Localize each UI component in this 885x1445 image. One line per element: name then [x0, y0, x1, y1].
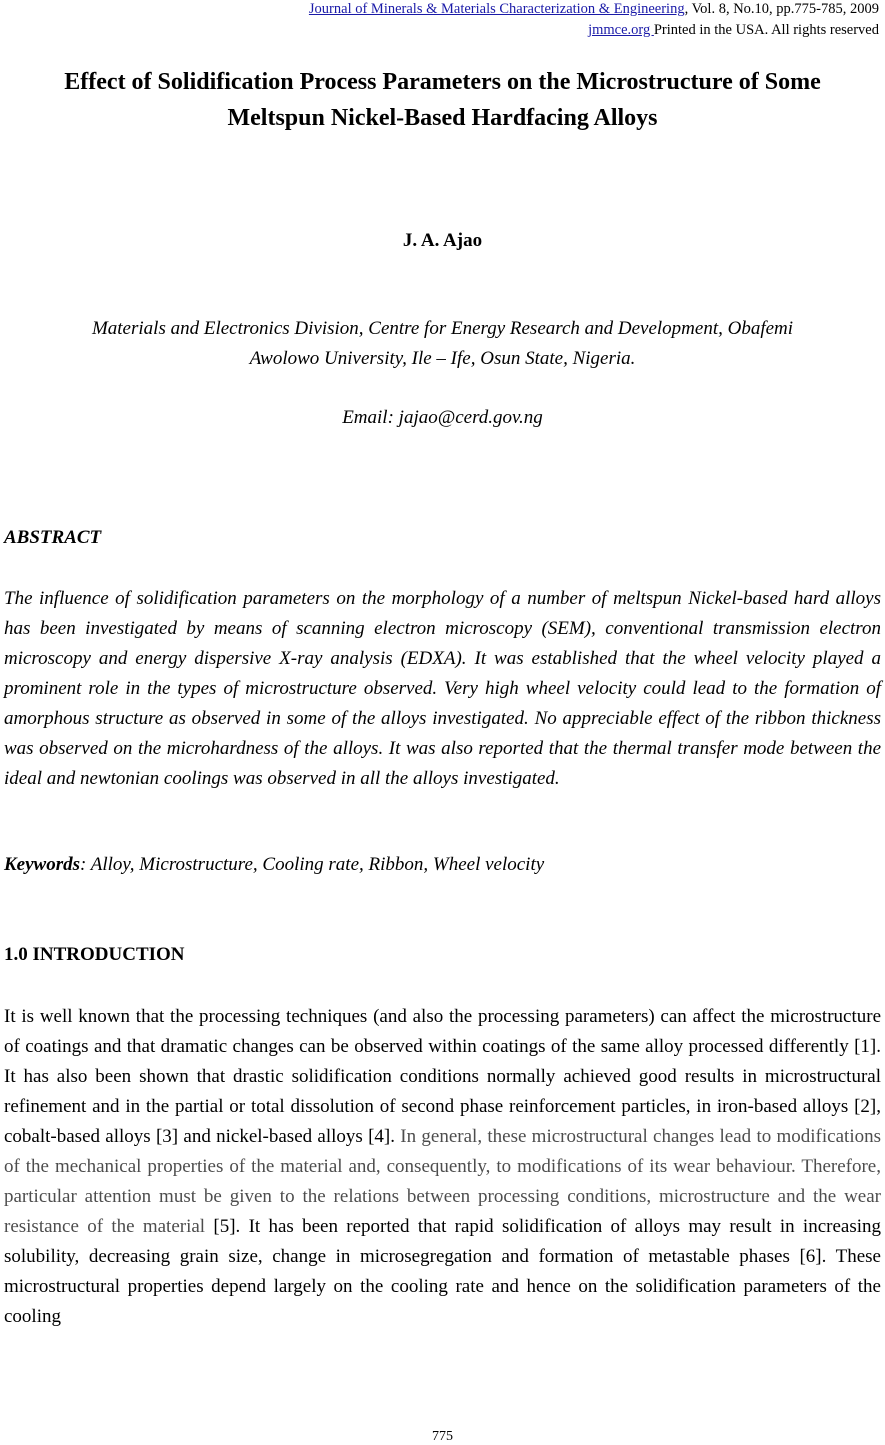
affiliation [0, 314, 885, 374]
paper-title [0, 64, 885, 136]
intro-text-part-3: [5]. It has been reported that rapid solidification of alloys may result in increasing solubility, decreasing grain size, change in microsegregation and formation of metastable phases [6]. These microstructural properties depend largely on the cooling rate and hence on the solidification parameters of the cooling [4, 1216, 881, 1327]
intro-text-part-1: It is well known that the processing techniques (and also the processing parameters) can affect the microstructure of coatings and that dramatic changes can be observed within coatings of the same alloy processed differently [1]. It has also been shown that drastic solidification conditions normally achieved good results in microstructural refinement and in the partial or total dissolution of second phase reinforcement particles, in iron-based alloys [2], cobalt-based alloys [3] and nickel-based alloys [4]. [4, 1006, 881, 1147]
journal-info: , Vol. 8, No.10, pp.775-785, 2009 [684, 1, 879, 17]
rights-text: Printed in the USA. All rights reserved [653, 22, 879, 38]
keywords-label: Keywords [4, 854, 80, 875]
introduction-body [4, 1002, 881, 1332]
site-link[interactable]: jmmce.org [588, 22, 654, 38]
journal-header [309, 0, 879, 18]
title-line-1: Effect of Solidification Process Parameters on the Microstructure of Some [64, 69, 821, 95]
journal-link[interactable]: Journal of Minerals & Materials Characterization & Engineering [308, 1, 685, 17]
abstract-body: The influence of solidification parameters on the morphology of a number of meltspun Nickel-based hard alloys has been investigated by means of scanning electron microscopy (SEM), conventional transmission electron microscopy and energy dispersive X-ray analysis (EDXA). It was established that the wheel velocity played a prominent role in the types of microstructure observed. Very high wheel velocity could lead to the formation of amorphous structure as observed in some of the alloys investigated. No appreciable effect of the ribbon thickness was observed on the microhardness of the alloys. It was also reported that the thermal transfer mode between the ideal and newtonian coolings was observed in all the alloys investigated. [4, 588, 881, 789]
intro-text-part-2: In general, these microstructural changes lead to modifications of the mechanical properties of the material and, consequently, to modifications of its wear behaviour. Therefore, particular attention must be given to the relations between processing conditions, microstructure and the wear resistance of the material [4, 1126, 881, 1237]
page-number: 775 [432, 1429, 453, 1444]
affiliation-line-1: Materials and Electronics Division, Centre for Energy Research and Development, Obafemi [91, 318, 794, 339]
affiliation-line-2: Awolowo University, Ile – Ife, Osun State, Nigeria. [249, 348, 636, 369]
author-email: Email: jajao@cerd.gov.ng [342, 407, 543, 428]
introduction-heading: 1.0 INTRODUCTION [4, 944, 185, 965]
rights-line [588, 21, 879, 39]
keywords-list: : Alloy, Microstructure, Cooling rate, Ribbon, Wheel velocity [80, 854, 545, 875]
title-line-2: Meltspun Nickel-Based Hardfacing Alloys [227, 105, 658, 131]
author-name: J. A. Ajao [402, 230, 483, 251]
abstract-heading: ABSTRACT [4, 527, 102, 548]
keywords [4, 852, 881, 878]
